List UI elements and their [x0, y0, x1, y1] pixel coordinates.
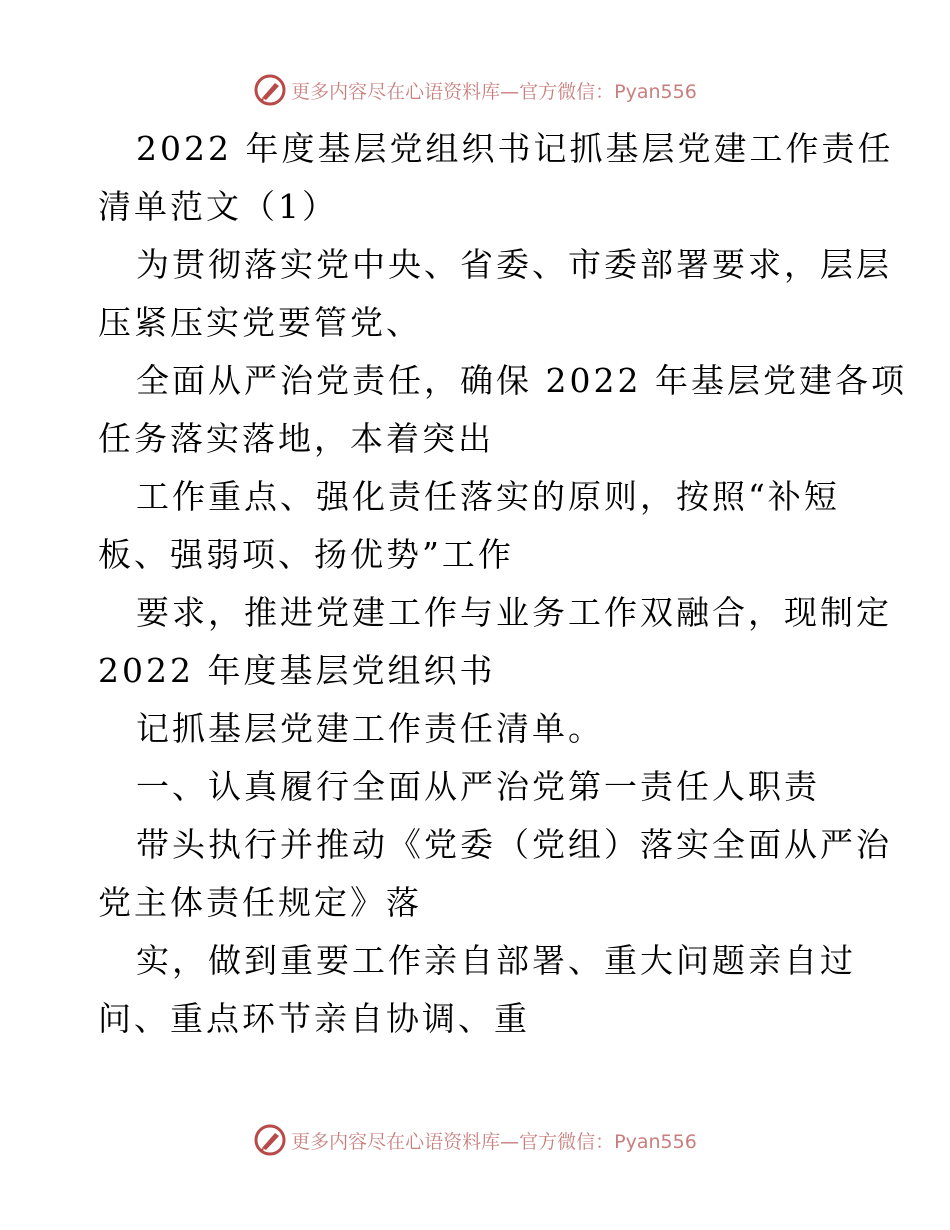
pen-logo-icon [253, 1123, 287, 1157]
paragraph-line: 工作重点、强化责任落实的原则，按照“补短 [136, 477, 840, 516]
paragraph-line: 任务落实落地，本着突出 [98, 419, 494, 458]
paragraph-line: 2022 年度基层党组织书 [98, 651, 496, 690]
header-banner [0, 70, 950, 110]
paragraph-line: 党主体责任规定》落 [98, 883, 422, 922]
doc-title-line-2: 清单范文（1） [98, 187, 338, 226]
footer-banner [0, 1120, 950, 1160]
paragraph-line: 为贯彻落实党中央、省委、市委部署要求，层层 [136, 245, 892, 284]
paragraph-line: 板、强弱项、扬优势”工作 [98, 535, 514, 574]
paragraph-line: 全面从严治党责任，确保 2022 年基层党建各项 [136, 361, 907, 400]
document-body [98, 120, 907, 1048]
paragraph-line: 带头执行并推动《党委（党组）落实全面从严治 [136, 825, 892, 864]
paragraph-line: 问、重点环节亲自协调、重 [98, 999, 530, 1038]
footer-banner-text: 更多内容尽在心语资料库—官方微信：Pyan556 [291, 1130, 697, 1153]
header-banner-text: 更多内容尽在心语资料库—官方微信：Pyan556 [291, 80, 697, 103]
paragraph-line: 记抓基层党建工作责任清单。 [136, 709, 604, 748]
doc-title-line-1: 2022 年度基层党组织书记抓基层党建工作责任 [136, 129, 894, 168]
paragraph-line: 实，做到重要工作亲自部署、重大问题亲自过 [136, 941, 856, 980]
pen-logo-icon [253, 73, 287, 107]
paragraph-line: 要求，推进党建工作与业务工作双融合，现制定 [136, 593, 892, 632]
paragraph-line: 压紧压实党要管党、 [98, 303, 422, 342]
section-heading: 一、认真履行全面从严治党第一责任人职责 [136, 767, 820, 806]
